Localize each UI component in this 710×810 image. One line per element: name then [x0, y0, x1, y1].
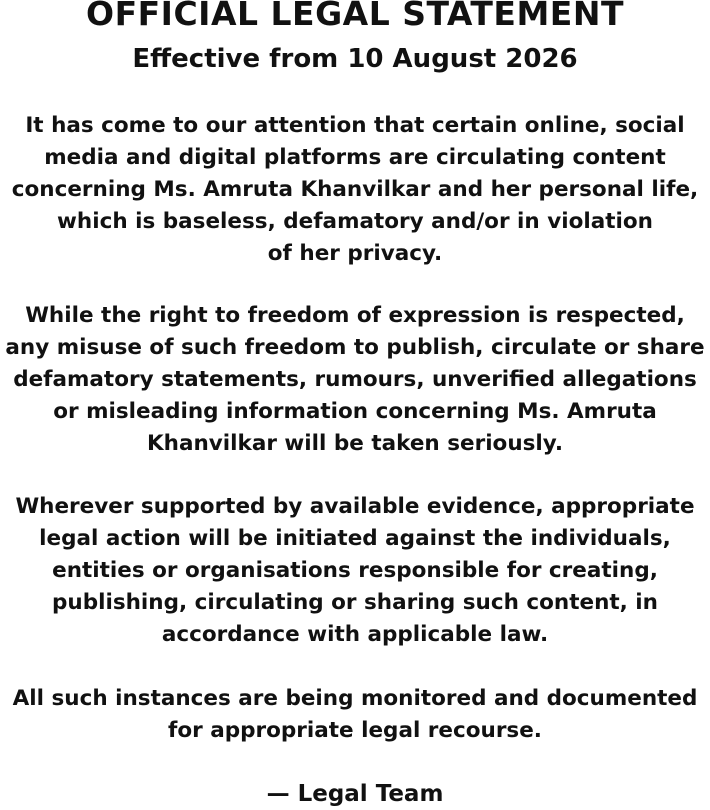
- paragraph-line: Wherever supported by available evidence, appropriate: [15, 494, 695, 519]
- statement-title: OFFICIAL LEGAL STATEMENT: [86, 0, 624, 33]
- paragraph-line: or misleading information concerning Ms. Amruta: [53, 399, 657, 424]
- paragraph-line: entities or organisations responsible for creating,: [52, 558, 658, 583]
- paragraph-monitoring: [0, 683, 710, 747]
- paragraph-line: for appropriate legal recourse.: [168, 718, 542, 743]
- paragraph-line: All such instances are being monitored and documented: [12, 686, 698, 711]
- paragraph-line: legal action will be initiated against the individuals,: [39, 526, 671, 551]
- paragraph-freedom-of-expression: [0, 300, 710, 460]
- paragraph-line: which is baseless, defamatory and/or in violation: [57, 209, 653, 234]
- paragraph-line: publishing, circulating or sharing such content, in: [52, 590, 658, 615]
- statement-effective-date: Effective from 10 August 2026: [132, 44, 578, 74]
- paragraph-legal-action: [0, 491, 710, 651]
- paragraph-attention: [0, 110, 710, 270]
- paragraph-line: It has come to our attention that certain online, social: [25, 113, 685, 138]
- paragraph-line: media and digital platforms are circulating content: [44, 145, 666, 170]
- paragraph-line: of her privacy.: [267, 241, 443, 266]
- paragraph-line: While the right to freedom of expression is respected,: [25, 303, 685, 328]
- statement-signoff: — Legal Team: [266, 781, 444, 807]
- paragraph-line: concerning Ms. Amruta Khanvilkar and her personal life,: [11, 177, 699, 202]
- paragraph-line: defamatory statements, rumours, unverified allegations: [13, 367, 697, 392]
- paragraph-line: accordance with applicable law.: [161, 622, 549, 647]
- paragraph-line: any misuse of such freedom to publish, circulate or share: [5, 335, 705, 360]
- paragraph-line: Khanvilkar will be taken seriously.: [146, 431, 564, 456]
